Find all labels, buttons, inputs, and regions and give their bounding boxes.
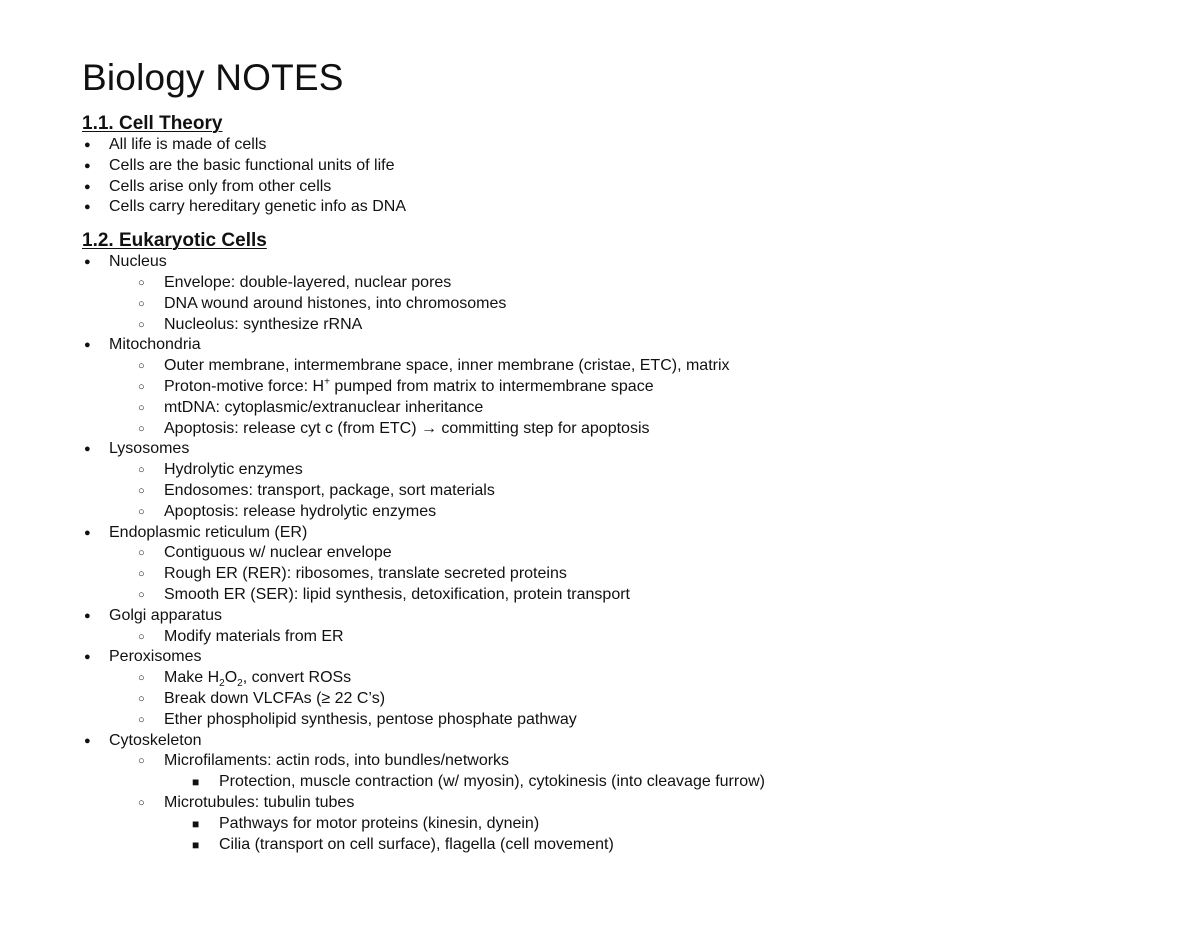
sub-list-item <box>82 502 1162 523</box>
sub-list-item <box>82 710 1162 731</box>
list-item <box>82 523 1162 606</box>
disc-bullet-icon: ● <box>84 139 91 151</box>
sub-list-item <box>82 793 1162 855</box>
section-heading-cell-theory: 1.1. Cell Theory <box>82 113 223 134</box>
list-item-row <box>82 564 1162 585</box>
disc-bullet-icon: ● <box>84 734 91 747</box>
circle-bullet-icon: ○ <box>138 692 145 705</box>
list-item-row <box>82 772 1162 793</box>
circle-bullet-icon: ○ <box>138 755 145 768</box>
disc-bullet-icon: ● <box>84 651 91 664</box>
list-item-text: Protection, muscle contraction (w/ myosin), cytokinesis (into cleavage furrow) <box>219 773 765 791</box>
list-item-text: Cilia (transport on cell surface), flagella (cell movement) <box>219 835 614 853</box>
list-item-row <box>82 135 1162 156</box>
list-item-text: Peroxisomes <box>109 648 202 666</box>
list-item-row <box>82 751 1162 772</box>
list-item <box>82 156 1162 177</box>
list-item-row <box>82 835 1162 856</box>
nested-list <box>82 668 1162 730</box>
list-item-text: Apoptosis: release hydrolytic enzymes <box>164 502 437 520</box>
sub-list-item <box>82 689 1162 710</box>
circle-bullet-icon: ○ <box>138 484 145 497</box>
list-item <box>82 197 1162 218</box>
sub-list-item <box>82 419 1162 440</box>
circle-bullet-icon: ○ <box>138 588 145 601</box>
list-item-text: Cells carry hereditary genetic info as DNA <box>109 198 407 216</box>
square-bullet-icon: ■ <box>192 775 200 790</box>
sub-list-item <box>82 273 1162 294</box>
disc-bullet-icon: ● <box>84 256 91 269</box>
list-item-row <box>82 814 1162 835</box>
list-item-row <box>82 419 1162 440</box>
list-item-row <box>82 460 1162 481</box>
list-item-row <box>82 543 1162 564</box>
sub-sub-list-item <box>82 772 1162 793</box>
list-item-row <box>82 356 1162 377</box>
list-item-text: Outer membrane, intermembrane space, inner membrane (cristae, ETC), matrix <box>164 357 730 375</box>
nested-list <box>82 543 1162 605</box>
list-item-text: Proton-motive force: H+ pumped from matrix to intermembrane space <box>164 376 654 395</box>
sub-list-item <box>82 751 1162 793</box>
document-page <box>82 56 1162 855</box>
nested-list <box>82 772 1162 793</box>
list-item-text: Break down VLCFAs (≥ 22 C’s) <box>164 689 386 707</box>
section-heading-eukaryotic-cells: 1.2. Eukaryotic Cells <box>82 230 267 252</box>
list-item-row <box>82 273 1162 294</box>
list-item-row <box>82 177 1162 198</box>
disc-bullet-icon: ● <box>84 159 91 172</box>
list-item-row <box>82 156 1162 177</box>
list-item-text: Ether phospholipid synthesis, pentose phosphate pathway <box>164 710 577 728</box>
list-item-text: Cytoskeleton <box>109 731 202 749</box>
list-item <box>82 439 1162 522</box>
square-bullet-icon: ■ <box>192 816 200 831</box>
list-item-row <box>82 793 1162 814</box>
list-item-text: Smooth ER (SER): lipid synthesis, detoxification, protein transport <box>164 585 630 603</box>
list-item-row <box>82 585 1162 606</box>
sub-list-item <box>82 315 1162 336</box>
sub-sub-list-item <box>82 835 1162 856</box>
list-item-text: Golgi apparatus <box>109 606 222 624</box>
list-item-text: Pathways for motor proteins (kinesin, dynein) <box>219 814 540 832</box>
sub-list-item <box>82 481 1162 502</box>
list-item-row <box>82 689 1162 710</box>
circle-bullet-icon: ○ <box>138 360 145 373</box>
nested-list <box>82 751 1162 855</box>
list-item-text: Nucleus <box>109 253 167 271</box>
disc-bullet-icon: ● <box>84 201 91 214</box>
list-item-text: Nucleolus: synthesize rRNA <box>164 315 363 333</box>
circle-bullet-icon: ○ <box>138 318 145 331</box>
list-item <box>82 177 1162 198</box>
list-item <box>82 731 1162 856</box>
list-item-text: Cells arise only from other cells <box>109 177 332 195</box>
sub-list-item <box>82 460 1162 481</box>
list-item-row <box>82 523 1162 544</box>
list-item-row <box>82 710 1162 731</box>
circle-bullet-icon: ○ <box>138 713 145 726</box>
list-item-row <box>82 647 1162 668</box>
list-item-text: Lysosomes <box>109 440 190 458</box>
list-item-text: Cells are the basic functional units of life <box>109 156 395 174</box>
disc-bullet-icon: ● <box>84 339 91 352</box>
sub-list-item <box>82 294 1162 315</box>
list-item-text: mtDNA: cytoplasmic/extranuclear inheritance <box>164 398 484 416</box>
list-item <box>82 135 1162 156</box>
list-item-row <box>82 481 1162 502</box>
sub-list-item <box>82 668 1162 689</box>
list-item-text: Mitochondria <box>109 336 201 354</box>
sub-list-item <box>82 356 1162 377</box>
list-item-row <box>82 502 1162 523</box>
circle-bullet-icon: ○ <box>138 505 145 518</box>
circle-bullet-icon: ○ <box>138 464 145 477</box>
sub-list-item <box>82 543 1162 564</box>
circle-bullet-icon: ○ <box>138 276 145 289</box>
sub-list-item <box>82 398 1162 419</box>
list-item-row <box>82 377 1162 398</box>
nested-list <box>82 460 1162 522</box>
list-item-row <box>82 668 1162 689</box>
list-item-row <box>82 197 1162 218</box>
list-item-text: Endoplasmic reticulum (ER) <box>109 523 308 541</box>
list-item-text: Rough ER (RER): ribosomes, translate secreted proteins <box>164 565 567 583</box>
circle-bullet-icon: ○ <box>138 422 145 435</box>
circle-bullet-icon: ○ <box>138 380 145 393</box>
sub-list-item <box>82 627 1162 648</box>
list-item-row <box>82 606 1162 627</box>
list-item-row <box>82 398 1162 419</box>
list-item-text: Modify materials from ER <box>164 627 344 645</box>
list-item-text: Hydrolytic enzymes <box>164 461 303 479</box>
sub-list-item <box>82 564 1162 585</box>
list-item-row <box>82 731 1162 752</box>
list-item-row <box>82 627 1162 648</box>
nested-list <box>82 814 1162 856</box>
list-item-text: Apoptosis: release cyt c (from ETC) → committing step for apoptosis <box>164 419 650 437</box>
disc-bullet-icon: ● <box>84 180 91 193</box>
sub-sub-list-item <box>82 814 1162 835</box>
circle-bullet-icon: ○ <box>138 547 145 560</box>
list-item-text: Microfilaments: actin rods, into bundles/networks <box>164 752 510 770</box>
list-item-text: All life is made of cells <box>109 136 267 153</box>
disc-bullet-icon: ● <box>84 443 91 456</box>
circle-bullet-icon: ○ <box>138 401 145 414</box>
circle-bullet-icon: ○ <box>138 672 145 685</box>
circle-bullet-icon: ○ <box>138 796 145 809</box>
disc-bullet-icon: ● <box>84 609 91 622</box>
list-item-text: DNA wound around histones, into chromosomes <box>164 294 507 312</box>
list-item-text: Contiguous w/ nuclear envelope <box>164 544 392 562</box>
list-item-text: Endosomes: transport, package, sort materials <box>164 481 495 499</box>
sub-list-item <box>82 377 1162 398</box>
list-item <box>82 606 1162 648</box>
list-item <box>82 252 1162 335</box>
cell-theory-list <box>82 135 1162 218</box>
document-title: Biology NOTES <box>82 57 344 98</box>
list-item <box>82 647 1162 730</box>
circle-bullet-icon: ○ <box>138 568 145 581</box>
nested-list <box>82 273 1162 335</box>
circle-bullet-icon: ○ <box>138 297 145 310</box>
list-item-row <box>82 315 1162 336</box>
eukaryotic-cells-list <box>82 252 1162 855</box>
sub-list-item <box>82 585 1162 606</box>
list-item-row <box>82 335 1162 356</box>
list-item-text: Microtubules: tubulin tubes <box>164 793 355 811</box>
list-item-text: Envelope: double-layered, nuclear pores <box>164 273 452 291</box>
list-item-row <box>82 294 1162 315</box>
list-item <box>82 335 1162 439</box>
list-item-text: Make $H_2O_2$, convert ROSs <box>164 669 352 690</box>
nested-list <box>82 627 1162 648</box>
circle-bullet-icon: ○ <box>138 630 145 643</box>
square-bullet-icon: ■ <box>192 837 200 852</box>
list-item-row <box>82 252 1162 273</box>
nested-list <box>82 356 1162 439</box>
list-item-row <box>82 439 1162 460</box>
disc-bullet-icon: ● <box>84 526 91 539</box>
